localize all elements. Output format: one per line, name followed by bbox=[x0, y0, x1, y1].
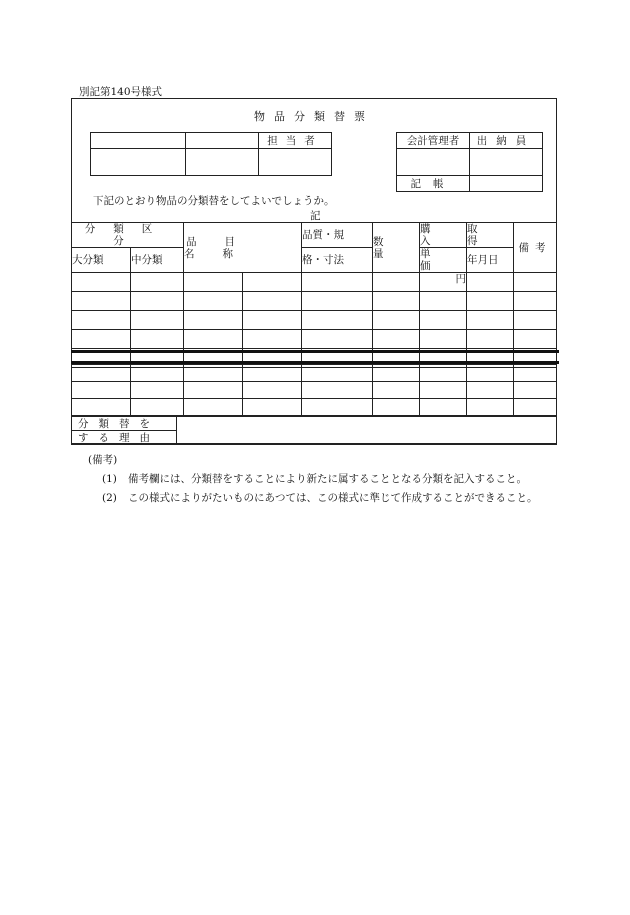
item-table-continued bbox=[71, 364, 557, 416]
price-top-label: 購入 bbox=[420, 223, 455, 247]
note-text: 備考欄には、分類替をすることにより新たに属することとなる分類を記入すること。 bbox=[128, 473, 527, 485]
cell[interactable] bbox=[131, 273, 184, 292]
col-acq-bottom: 年月日 bbox=[467, 248, 514, 273]
ledger-label-cell bbox=[397, 176, 470, 192]
approval-stamp-suitou[interactable] bbox=[470, 149, 543, 176]
acq-top-label: 取得 bbox=[467, 223, 502, 247]
cell[interactable] bbox=[72, 365, 131, 382]
note-number: (2) bbox=[102, 492, 117, 504]
note-number: (1) bbox=[102, 473, 117, 485]
cell[interactable] bbox=[72, 330, 131, 349]
document-title: 物品分類替票 bbox=[254, 110, 374, 123]
approval-header-suitou bbox=[470, 133, 543, 149]
cell[interactable] bbox=[131, 382, 184, 399]
col-group-classification bbox=[72, 223, 184, 248]
table-row bbox=[72, 273, 557, 292]
cell[interactable] bbox=[72, 311, 131, 330]
note-text: この様式によりがたいものにあつては、この様式に準じて作成することができること。 bbox=[128, 492, 538, 504]
reason-label-bottom: する理由 bbox=[72, 431, 177, 445]
cell[interactable] bbox=[467, 330, 514, 349]
tanto-label: 担当者 bbox=[267, 134, 323, 147]
approval-table-left bbox=[90, 132, 332, 176]
col-medium-class: 中分類 bbox=[131, 248, 184, 273]
item-table bbox=[71, 222, 557, 368]
cell[interactable] bbox=[184, 273, 243, 292]
instruction-text: 下記のとおり物品の分類替をしてよいでしょうか。 bbox=[93, 195, 335, 207]
table-row bbox=[72, 311, 557, 330]
col-quality-top: 品質・規 bbox=[302, 223, 373, 248]
table-row bbox=[72, 399, 557, 416]
approval-header-tanto bbox=[259, 133, 332, 149]
table-row bbox=[72, 330, 557, 349]
cell[interactable] bbox=[72, 273, 131, 292]
table-row bbox=[72, 292, 557, 311]
cell[interactable] bbox=[514, 382, 557, 399]
cell[interactable] bbox=[72, 399, 131, 416]
approval-header-kaikei: 会計管理者 bbox=[397, 133, 470, 149]
cell[interactable] bbox=[184, 330, 243, 349]
ki-mark: 記 bbox=[310, 210, 321, 222]
cell[interactable] bbox=[184, 382, 243, 399]
approval-table-right bbox=[396, 132, 543, 192]
cell[interactable] bbox=[184, 292, 243, 311]
cell[interactable] bbox=[467, 382, 514, 399]
col-price-top bbox=[420, 223, 467, 248]
cell[interactable] bbox=[373, 382, 420, 399]
cell[interactable] bbox=[514, 399, 557, 416]
yen-unit: 円 bbox=[455, 273, 466, 285]
cell[interactable] bbox=[467, 273, 514, 292]
cell[interactable] bbox=[131, 399, 184, 416]
cell[interactable] bbox=[514, 365, 557, 382]
cell[interactable] bbox=[302, 273, 373, 292]
approval-stamp-2[interactable] bbox=[186, 149, 259, 176]
note-item bbox=[88, 471, 558, 488]
approval-header-2 bbox=[186, 133, 259, 149]
cell[interactable] bbox=[302, 292, 373, 311]
cell[interactable] bbox=[420, 292, 467, 311]
cell[interactable] bbox=[373, 365, 420, 382]
break-line-top bbox=[71, 350, 559, 353]
cell[interactable] bbox=[467, 399, 514, 416]
col-remarks bbox=[514, 223, 557, 273]
cell[interactable] bbox=[243, 292, 302, 311]
cell[interactable] bbox=[420, 330, 467, 349]
cell[interactable] bbox=[243, 382, 302, 399]
reason-input[interactable] bbox=[177, 417, 557, 445]
cell[interactable] bbox=[243, 399, 302, 416]
notes-section bbox=[88, 452, 558, 507]
ledger-stamp[interactable] bbox=[470, 176, 543, 192]
col-item-name bbox=[184, 223, 302, 273]
form-number: 別記第140号様式 bbox=[79, 86, 163, 98]
cell[interactable] bbox=[514, 330, 557, 349]
cell[interactable] bbox=[243, 273, 302, 292]
cell[interactable] bbox=[467, 365, 514, 382]
table-row bbox=[72, 382, 557, 399]
col-price-bottom bbox=[420, 248, 467, 273]
approval-stamp-kaikei[interactable] bbox=[397, 149, 470, 176]
cell[interactable] bbox=[243, 330, 302, 349]
ledger-label: 記帳 bbox=[410, 177, 456, 190]
col-quantity bbox=[373, 223, 420, 273]
cell[interactable] bbox=[302, 365, 373, 382]
cell[interactable] bbox=[184, 365, 243, 382]
cell[interactable] bbox=[514, 311, 557, 330]
classification-label: 分類区分 bbox=[84, 223, 171, 247]
remarks-label: 備考 bbox=[518, 241, 552, 254]
cell[interactable] bbox=[420, 399, 467, 416]
cell[interactable] bbox=[302, 382, 373, 399]
notes-heading: (備考) bbox=[88, 454, 118, 466]
reason-table bbox=[71, 416, 557, 445]
cell[interactable] bbox=[467, 311, 514, 330]
cell[interactable] bbox=[514, 292, 557, 311]
cell[interactable] bbox=[131, 365, 184, 382]
price-cell[interactable] bbox=[420, 273, 467, 292]
cell[interactable] bbox=[72, 382, 131, 399]
cell[interactable] bbox=[420, 311, 467, 330]
approval-stamp-tanto[interactable] bbox=[259, 149, 332, 176]
cell[interactable] bbox=[184, 311, 243, 330]
cell[interactable] bbox=[131, 330, 184, 349]
note-item bbox=[88, 490, 558, 507]
col-acq-top bbox=[467, 223, 514, 248]
cell[interactable] bbox=[243, 311, 302, 330]
cell[interactable] bbox=[373, 311, 420, 330]
approval-header-1 bbox=[91, 133, 186, 149]
cell[interactable] bbox=[302, 330, 373, 349]
cell[interactable] bbox=[373, 330, 420, 349]
cell[interactable] bbox=[514, 273, 557, 292]
reason-label-top: 分類替を bbox=[72, 417, 177, 431]
item-name-label: 品目名称 bbox=[184, 235, 263, 260]
cell[interactable] bbox=[302, 311, 373, 330]
quantity-label: 数量 bbox=[373, 235, 406, 260]
col-quality-bottom: 格・寸法 bbox=[302, 248, 373, 273]
cell[interactable] bbox=[420, 382, 467, 399]
table-row bbox=[72, 365, 557, 382]
col-large-class: 大分類 bbox=[72, 248, 131, 273]
approval-stamp-1[interactable] bbox=[91, 149, 186, 176]
cell[interactable] bbox=[184, 399, 243, 416]
price-bottom-label: 単価 bbox=[420, 248, 455, 272]
cell[interactable] bbox=[420, 365, 467, 382]
cell[interactable] bbox=[302, 399, 373, 416]
cell[interactable] bbox=[467, 292, 514, 311]
cell[interactable] bbox=[131, 292, 184, 311]
suitou-label: 出納員 bbox=[476, 134, 536, 147]
cell[interactable] bbox=[243, 365, 302, 382]
cell[interactable] bbox=[373, 292, 420, 311]
cell[interactable] bbox=[373, 399, 420, 416]
cell[interactable] bbox=[72, 292, 131, 311]
cell[interactable] bbox=[373, 273, 420, 292]
cell[interactable] bbox=[131, 311, 184, 330]
